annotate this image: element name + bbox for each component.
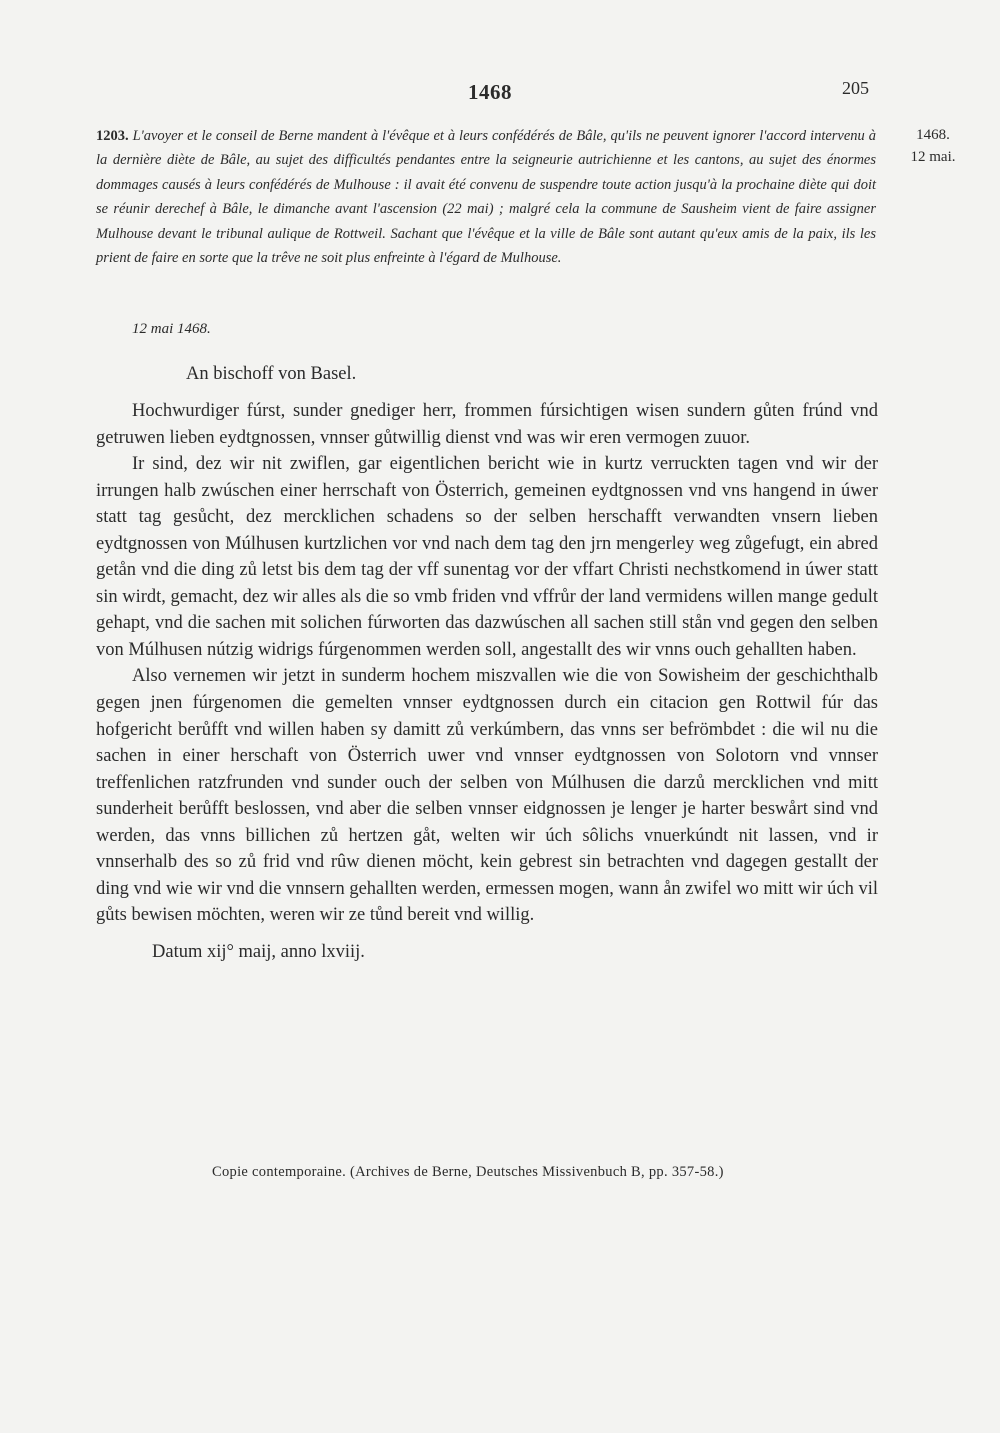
letter-paragraph-1: Hochwurdiger fúrst, sunder gnediger herr, frommen fúrsichtigen wisen sundern gůten frúnd vnd getruwen lieben eydtgnossen, vnnser gůtwillig dienst vnd was wir eren vermogen zuuor. <box>96 401 878 448</box>
running-title: 1468 <box>468 80 512 104</box>
letter-body <box>96 398 878 965</box>
letter-paragraph-2: Ir sind, dez wir nit zwiflen, gar eigentlichen bericht wie in kurtz verruckten tagen vnd wir der irrungen halb zwúschen einer herrschaft von Österrich, gemeinen eydtgnossen vnd vns hangend in úwer statt tag gesůcht, dez mercklichen schadens so der selben herschafft verwandten vnsern lieben eydtgnossen von Múlhusen kurtzlichen vor vnd nach dem tag den jrn mengerley weg zůgefugt, ein abred getån vnd die ding zů letst bis dem tag der vff sunentag vor der vffart Christi nechstkomend in úwer statt sin wirdt, gemacht, dez wir alles als die so vmb friden vnd vffrůr der land vermidens willen mange gedult gehapt, vnd die sachen mit solichen fúrworten das dazwúschen all sachen still stån vnd gegen den selben von Múlhusen nútzig widrigs fúrgenommen werden soll, angestallt des wir vnns ouch gehallten haben. <box>96 454 878 660</box>
margin-note-day: 12 mai. <box>910 149 956 165</box>
letter-paragraph-3: Also vernemen wir jetzt in sunderm hochem miszvallen wie die von Sowisheim der geschichthalb gegen jnen fúrgenomen die gemelten vnnser eydtgnossen durch ein citacion gen Rottwil fúr das hofgericht berůfft vnd willen haben sy damitt zů verkúmbern, das vnns ser befrömbdet : die wil nu die sachen in einer herschaft von Österrich uwer vnd vnnser eydtgnossen von Solotorn vnd vnnser treffenlichen ratzfrunden vnd sunder ouch der selben von Múlhusen die darzů mercklichen vnd mitt sunderheit berůfft beslossen, vnd aber die selben vnnser eidgnossen je lenger je harter beswårt sind vnd werden, das vnns billichen zů hertzen gåt, welten wir úch sôlichs vnuerkúndt nit lassen, vnd ir vnnserhalb des so zů frid vnd rûw dienen möcht, kein gebrest sin betrachten vnd dagegen gestallt der ding vnd wie wir vnd die vnnsern gehallten werden, ermessen mogen, wann ån zwifel wo mitt wir úch vil gůts bewisen möchten, weren wir ze tůnd bereit vnd willig. <box>96 666 878 926</box>
summary-text: L'avoyer et le conseil de Berne mandent à l'évêque et à leurs confédérés de Bâle, qu'ils ne peuvent ignorer l'accord intervenu à la dernière diète de Bâle, au sujet des difficultés pendantes entre la seigneurie autrichienne et les cantons, au sujet des énormes dommages causés à leurs confédérés de Mulhouse : il avait été convenu de suspendre toute action jusqu'à la prochaine diète qui doit se réunir derechef à Bâle, le dimanche avant l'ascension (22 mai) ; malgré cela la commune de Sausheim vient de faire assigner Mulhouse devant le tribunal aulique de Rottweil. Sachant que l'évêque et la ville de Bâle sont autant qu'eux amis de la paix, ils les prient de faire en sorte que la trêve ne soit plus enfreinte à l'égard de Mulhouse. <box>96 128 876 267</box>
source-note: Copie contemporaine. (Archives de Berne, Deutsches Missivenbuch B, pp. 357-58.) <box>212 1164 724 1180</box>
letter-dating: Datum xij° maij, anno lxviij. <box>152 941 365 962</box>
margin-note <box>896 124 970 168</box>
document-date: 12 mai 1468. <box>132 321 211 337</box>
document-summary <box>96 124 876 270</box>
page-number: 205 <box>842 78 869 98</box>
letter-address: An bischoff von Basel. <box>186 364 357 384</box>
margin-note-year: 1468. <box>916 127 950 143</box>
document-number: 1203. <box>96 128 129 144</box>
